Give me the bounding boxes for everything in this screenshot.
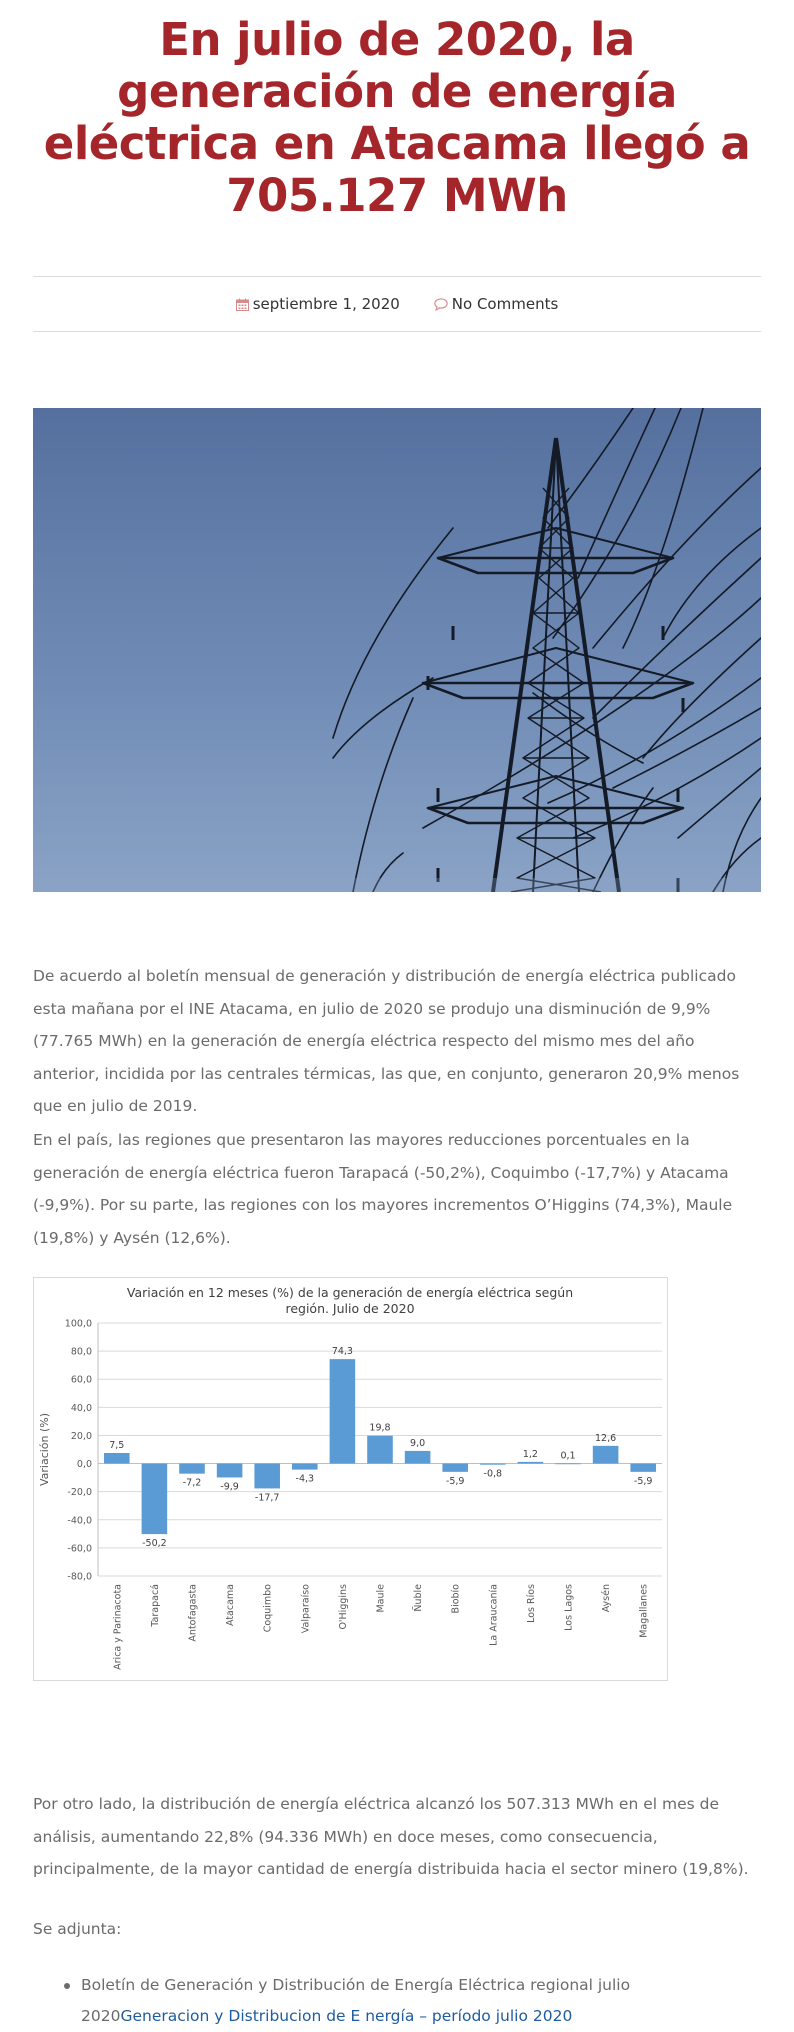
bar (179, 1464, 205, 1474)
data-label: 74,3 (331, 1346, 353, 1358)
bar (217, 1464, 243, 1478)
paragraph-4: Se adjunta: (33, 1920, 122, 1938)
y-tick-label: -20,0 (67, 1487, 92, 1499)
post-date-text[interactable]: septiembre 1, 2020 (252, 295, 400, 313)
comment-icon (434, 298, 448, 311)
calendar-icon (236, 298, 249, 311)
paragraph-2: En el país, las regiones que presentaron las mayores reducciones porcentuales en la generación de energía eléctrica fueron Tarapacá (-50,2%), Coquimbo (-17,7%) y Atacama (-9,9%). Por su parte, las regiones con los mayores incrementos O’Higgins (74,3%), Maule (19,8%) y Aysén (12,6%). (33, 1131, 733, 1247)
x-tick-label: Atacama (225, 1584, 237, 1626)
y-tick-label: 80,0 (70, 1346, 92, 1358)
paragraph-3: Por otro lado, la distribución de energía eléctrica alcanzó los 507.313 MWh en el mes de análisis, aumentando 22,8% (94.336 MWh) en doce meses, como consecuencia, principalmente, de la mayor cantidad de energía distribuida hacia el sector minero (19,8%). (33, 1795, 749, 1878)
data-label: 7,5 (109, 1440, 125, 1452)
post-title: En julio de 2020, la generación de energía eléctrica en Atacama llegó a 705.127 MWh (43, 13, 751, 222)
bar (593, 1446, 619, 1464)
y-tick-label: 60,0 (70, 1374, 92, 1386)
data-label: -5,9 (445, 1475, 465, 1487)
post-comments[interactable] (434, 295, 558, 313)
x-tick-label: Los Lagos (563, 1584, 575, 1631)
x-tick-label: Magallanes (638, 1584, 650, 1638)
chart-svg (34, 1278, 667, 1680)
data-label: -50,2 (142, 1538, 167, 1550)
attachment-text: Boletín de Generación y Distribución de Energía Eléctrica regional julio 2020 (81, 1976, 631, 2025)
bar (254, 1464, 280, 1489)
bar (442, 1464, 468, 1472)
x-tick-label: La Araucanía (488, 1584, 500, 1646)
post-date (236, 295, 400, 313)
bar (518, 1462, 544, 1464)
data-label: 19,8 (369, 1422, 391, 1434)
bar (367, 1436, 393, 1464)
data-label: 9,0 (410, 1437, 426, 1449)
y-tick-label: -40,0 (67, 1515, 92, 1527)
bar (555, 1463, 581, 1464)
y-tick-label: 20,0 (70, 1430, 92, 1442)
attachment-link[interactable]: Generacion y Distribucion de E nergía – período julio 2020 (120, 2007, 573, 2025)
chart-subtitle: región. Julio de 2020 (285, 1301, 415, 1316)
y-tick-label: 0,0 (76, 1459, 92, 1471)
post-meta (33, 276, 761, 332)
bar (480, 1464, 506, 1465)
y-tick-label: -80,0 (67, 1571, 92, 1583)
data-label: 0,1 (560, 1450, 576, 1462)
data-label: -7,2 (182, 1477, 202, 1489)
paragraph-1: De acuerdo al boletín mensual de generación y distribución de energía eléctrica publicado esta mañana por el INE Atacama, en julio de 2020 se produjo una disminución de 9,9% (77.765 MWh) en la generación de energía eléctrica respecto del mismo mes del año anterior, incidida por las centrales térmicas, las que, en conjunto, generaron 20,9% menos que en julio de 2019. (33, 967, 740, 1115)
bar (630, 1464, 656, 1472)
x-tick-label: Ñuble (413, 1584, 425, 1612)
chart-title: Variación en 12 meses (%) de la generación de energía eléctrica según (126, 1285, 574, 1300)
data-label: -9,9 (220, 1481, 239, 1493)
x-tick-label: Maule (375, 1584, 387, 1613)
x-tick-label: Valparaíso (300, 1584, 312, 1634)
y-axis-label: Variación (%) (38, 1412, 51, 1487)
hero-image (33, 408, 761, 892)
bar (104, 1453, 130, 1464)
x-tick-label: O'Higgins (337, 1584, 349, 1630)
x-tick-label: Antofagasta (187, 1584, 199, 1642)
data-label: -5,9 (633, 1475, 653, 1487)
x-tick-label: Los Ríos (525, 1584, 537, 1623)
y-tick-label: 40,0 (70, 1402, 92, 1414)
bar (330, 1359, 356, 1463)
data-label: 12,6 (595, 1432, 617, 1444)
chart (33, 1277, 668, 1681)
y-tick-label: -60,0 (67, 1543, 92, 1555)
data-label: -4,3 (295, 1473, 315, 1485)
data-label: -17,7 (254, 1492, 280, 1504)
x-tick-label: Coquimbo (262, 1584, 274, 1633)
comments-link[interactable]: No Comments (451, 295, 559, 313)
data-label: -0,8 (483, 1468, 503, 1480)
x-tick-label: Arica y Parinacota (112, 1584, 124, 1670)
data-label: 1,2 (522, 1448, 538, 1460)
bar (142, 1464, 168, 1535)
bar (292, 1464, 318, 1470)
bar (405, 1451, 431, 1464)
y-tick-label: 100,0 (64, 1318, 92, 1330)
x-tick-label: Tarapacá (149, 1584, 161, 1627)
attachment-list (33, 1970, 761, 2032)
list-item (33, 1970, 761, 2032)
x-tick-label: Aysén (601, 1584, 613, 1613)
x-tick-label: Biobío (450, 1584, 462, 1614)
